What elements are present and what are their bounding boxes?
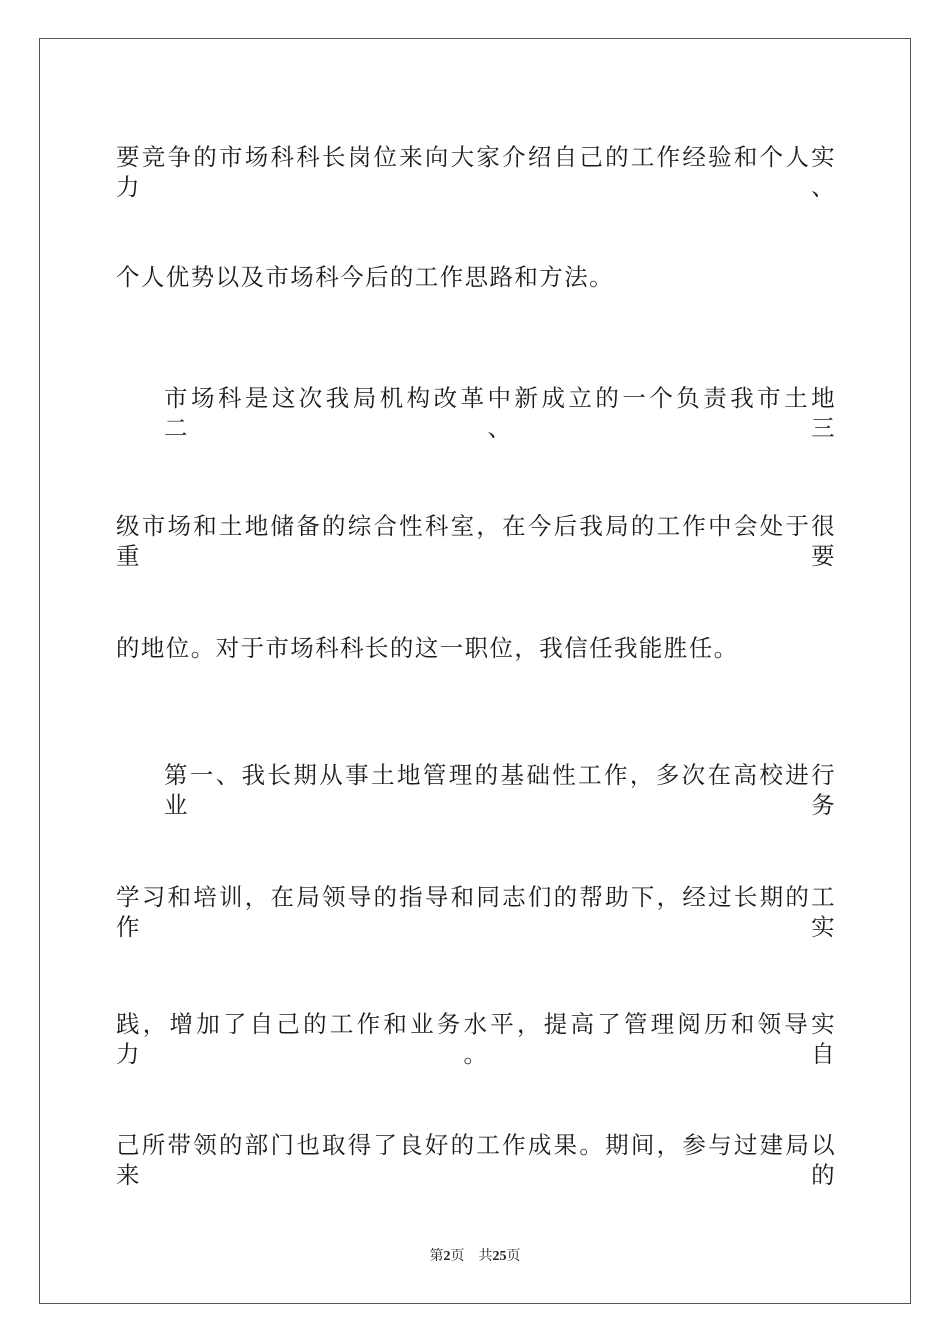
text-line-1: 要竞争的市场科科长岗位来向大家介绍自己的工作经验和个人实力、: [116, 143, 836, 201]
text-line-9: 己所带领的部门也取得了良好的工作成果。期间，参与过建局以来的: [116, 1131, 836, 1189]
text-line-2: 个人优势以及市场科今后的工作思路和方法。: [116, 263, 614, 291]
footer-page-number: 2: [443, 1249, 451, 1264]
footer-page-prefix: 第: [429, 1248, 444, 1264]
footer-page-suffix: 页: [450, 1248, 465, 1264]
footer-total-prefix: 共: [478, 1248, 493, 1264]
text-line-5: 的地位。对于市场科科长的这一职位，我信任我能胜任。: [116, 634, 739, 662]
text-line-3: 市场科是这次我局机构改革中新成立的一个负责我市土地二、三: [164, 384, 836, 442]
page-border: [39, 38, 911, 1304]
footer-total-pages: 25: [492, 1249, 507, 1264]
footer-total-suffix: 页: [506, 1248, 521, 1264]
text-line-8: 践，增加了自己的工作和业务水平，提高了管理阅历和领导实力。自: [116, 1010, 836, 1068]
text-line-4: 级市场和土地储备的综合性科室，在今后我局的工作中会处于很重要: [116, 512, 836, 570]
page-footer: [0, 1247, 950, 1266]
text-line-6: 第一、我长期从事土地管理的基础性工作，多次在高校进行业务: [164, 761, 836, 819]
text-line-7: 学习和培训，在局领导的指导和同志们的帮助下，经过长期的工作实: [116, 883, 836, 941]
